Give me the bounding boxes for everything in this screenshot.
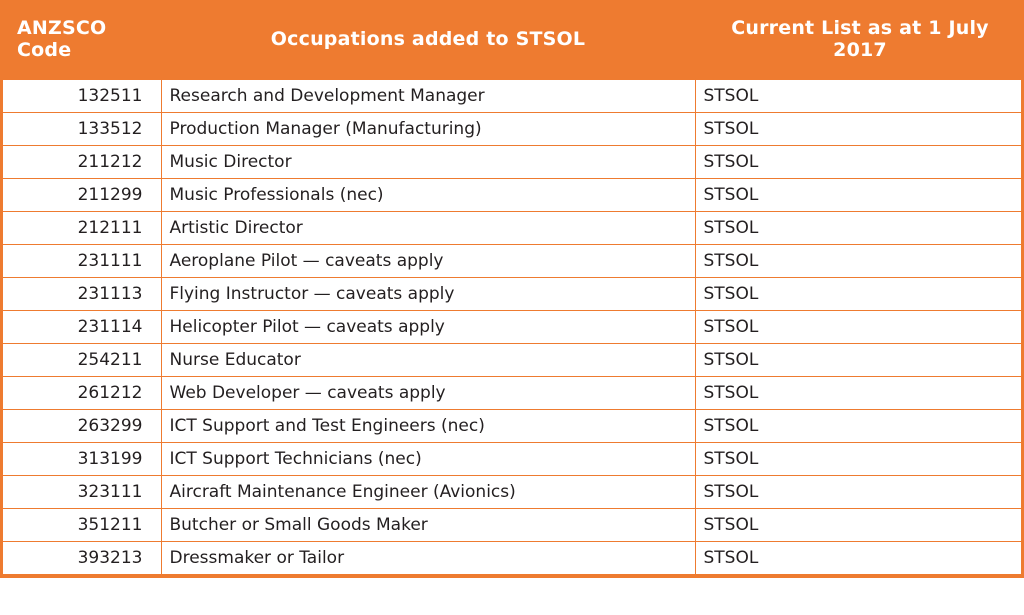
cell-anzsco-code: 211212 bbox=[3, 145, 161, 178]
cell-current-list: STSOL bbox=[695, 211, 1021, 244]
cell-anzsco-code: 132511 bbox=[3, 79, 161, 112]
cell-anzsco-code: 261212 bbox=[3, 376, 161, 409]
table-row bbox=[3, 112, 1021, 145]
column-header-occupations: Occupations added to STSOL bbox=[161, 0, 695, 79]
table-body bbox=[3, 79, 1021, 574]
cell-anzsco-code: 351211 bbox=[3, 508, 161, 541]
cell-occupation: Aircraft Maintenance Engineer (Avionics) bbox=[161, 475, 695, 508]
cell-anzsco-code: 211299 bbox=[3, 178, 161, 211]
cell-anzsco-code: 212111 bbox=[3, 211, 161, 244]
cell-current-list: STSOL bbox=[695, 310, 1021, 343]
cell-anzsco-code: 231113 bbox=[3, 277, 161, 310]
table-row bbox=[3, 343, 1021, 376]
cell-current-list: STSOL bbox=[695, 409, 1021, 442]
table-row bbox=[3, 376, 1021, 409]
table-row bbox=[3, 409, 1021, 442]
cell-occupation: Nurse Educator bbox=[161, 343, 695, 376]
cell-occupation: ICT Support and Test Engineers (nec) bbox=[161, 409, 695, 442]
cell-current-list: STSOL bbox=[695, 79, 1021, 112]
table-row bbox=[3, 145, 1021, 178]
cell-anzsco-code: 231114 bbox=[3, 310, 161, 343]
cell-anzsco-code: 263299 bbox=[3, 409, 161, 442]
table-row bbox=[3, 79, 1021, 112]
column-header-current-list: Current List as at 1 July 2017 bbox=[695, 0, 1021, 79]
table-row bbox=[3, 508, 1021, 541]
cell-occupation: Production Manager (Manufacturing) bbox=[161, 112, 695, 145]
cell-current-list: STSOL bbox=[695, 145, 1021, 178]
cell-occupation: ICT Support Technicians (nec) bbox=[161, 442, 695, 475]
cell-anzsco-code: 393213 bbox=[3, 541, 161, 574]
table-row bbox=[3, 178, 1021, 211]
cell-occupation: Artistic Director bbox=[161, 211, 695, 244]
cell-anzsco-code: 323111 bbox=[3, 475, 161, 508]
cell-current-list: STSOL bbox=[695, 442, 1021, 475]
cell-occupation: Music Director bbox=[161, 145, 695, 178]
table-row bbox=[3, 442, 1021, 475]
table-header bbox=[3, 0, 1021, 79]
cell-current-list: STSOL bbox=[695, 178, 1021, 211]
table-row bbox=[3, 211, 1021, 244]
cell-anzsco-code: 231111 bbox=[3, 244, 161, 277]
cell-occupation: Music Professionals (nec) bbox=[161, 178, 695, 211]
table-row bbox=[3, 475, 1021, 508]
cell-occupation: Dressmaker or Tailor bbox=[161, 541, 695, 574]
cell-current-list: STSOL bbox=[695, 541, 1021, 574]
column-header-anzsco-code: ANZSCO Code bbox=[3, 0, 161, 79]
table-row bbox=[3, 310, 1021, 343]
cell-anzsco-code: 313199 bbox=[3, 442, 161, 475]
cell-occupation: Research and Development Manager bbox=[161, 79, 695, 112]
cell-anzsco-code: 254211 bbox=[3, 343, 161, 376]
cell-current-list: STSOL bbox=[695, 277, 1021, 310]
cell-anzsco-code: 133512 bbox=[3, 112, 161, 145]
cell-current-list: STSOL bbox=[695, 475, 1021, 508]
occupations-table bbox=[3, 0, 1021, 575]
cell-current-list: STSOL bbox=[695, 112, 1021, 145]
table-row bbox=[3, 541, 1021, 574]
cell-current-list: STSOL bbox=[695, 508, 1021, 541]
table-row bbox=[3, 244, 1021, 277]
cell-current-list: STSOL bbox=[695, 376, 1021, 409]
cell-occupation: Web Developer — caveats apply bbox=[161, 376, 695, 409]
cell-occupation: Aeroplane Pilot — caveats apply bbox=[161, 244, 695, 277]
table-header-row bbox=[3, 0, 1021, 79]
table-row bbox=[3, 277, 1021, 310]
cell-current-list: STSOL bbox=[695, 244, 1021, 277]
cell-occupation: Butcher or Small Goods Maker bbox=[161, 508, 695, 541]
cell-current-list: STSOL bbox=[695, 343, 1021, 376]
cell-occupation: Helicopter Pilot — caveats apply bbox=[161, 310, 695, 343]
cell-occupation: Flying Instructor — caveats apply bbox=[161, 277, 695, 310]
